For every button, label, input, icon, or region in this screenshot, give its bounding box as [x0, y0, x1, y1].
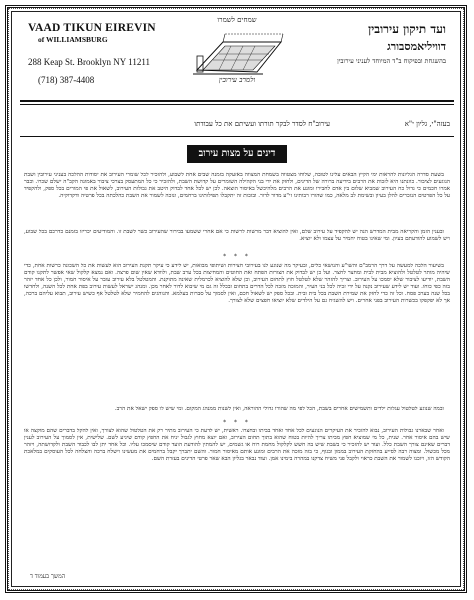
emblem-top-caption: שמחים לשמרו	[217, 16, 257, 24]
org-header-hebrew	[266, 22, 446, 65]
paragraph-text: ובמה שנוגע לטלטול עגלות ילדים ותשמישים אחרים בשבת, הכל לפי מה שהורו גדולי ההוראה, ואין לשנות ממנהג המקום. ומי שיש לו ספק ישאל את הרב.	[114, 406, 444, 412]
paragraph-text: בשעת סדרה הגליונות להראות ימי הקיץ הבאים עלינו לטובה, שלוחו מצטווה בשמחת המצווה באזעקה בזמנה שבים אחת לשבוע, ולהזכיר לכל שומרי העירוב את יסודות ההלכה בעניני עירובין ושבת הנוגעים לציבור. כוונתנו היא לזכות את הרבים בידיעה ברורה של הדינים, ולחזק את ידי בני הקהילה השומרים על קדושת השבת, ולהזכיר כי כל המתעסק בצרכי ציבור באמונה הקב"ה ישלם שכרו. וכבר אמרו חכמים כי גדול כח העירוב שמביא שלום בין אדם לחבירו ומונע את הרבים מלהיכשל באיסור הוצאה. לכן יש לכל אחד לבדוק היטב את גבולות העירוב, לשאול את פי המורים בכל ספק, ולהקפיד על כל הפרטים הנזכרים להלן בעיון ובשימת לב מלאה, כמו שהורו רבותינו זי"ע מדור לדור. ובזכות זה יתקבלו תפילותינו ברחמים, ונזכה לשמור את השבת כהלכתה בכל פרטיה ודקדוקיה.	[24, 172, 450, 199]
emblem-bottom-caption: ולמרב עירובין	[218, 76, 256, 84]
org-address: 288 Keap St. Brooklyn NY 11211	[28, 57, 150, 67]
article-title: דינים על מצות עירוב	[187, 145, 287, 163]
paragraph-text: בשיעור הלכה למעשה על דרך הרמב"ם והשו"ע והנושאי כלים, ובעיקר מה שנוגע לנו בעירובי חצירות ושיתופי מבואות, יש לידע כי עיקר תקנת העירוב הוא לעשות את כל השכונה כרשות אחת, כדי שיהיה מותר לטלטל ולהוציא מבית לבית ומחצר לחצר. ועל כן יש לבדוק את הצורות הפתח ואת החוטים והמחיצות בכל ערב שבת, ולוודא שאין שום פרצה. ואם נמצא קלקול שאי אפשר לתקנו קודם השבת, יודיעו לציבור שלא יסמכו על העירוב. וצריך להזהר שלא לטלטל חוץ לתחום העירוב, וכן שלא להוציא לכרמלית שאינה מתוקנת. והמטלטל בלא עירוב עובר על איסור חמור, ולכן כל אחד יזהר בזה כפי כוחו. ועוד יש לידע שעירוב נקנה על ידי זכיה לכל בני העיר, והמזכה מזכה לכל הדרים בתחום ובכלל זה גם מי שיבוא לדור לאחר מכן. ומנהג ישראל לעשות עירוב בפת אחת לכל השנה, ולחדשו בכל שנה בערב פסח. וכל זה כדי לחזק את שמירת השבת בכל בית ובית. ובכל ספק יש לשאול חכם, ואין לסמוך על סברות בעלמא. והנוהגים להחמיר שלא לטלטל אף כשיש עירוב, תבוא עליהם ברכה, אך לא יפקפקו בכשרות העירוב בפני אחרים. ויש להשגיח גם על הילדים שלא יוציאו חפצים שלא לצורך.	[24, 263, 450, 304]
header-divider-thin	[20, 104, 454, 105]
paragraph-intro	[24, 172, 450, 227]
org-header-english	[28, 22, 178, 85]
dateline-divider	[20, 136, 454, 137]
section-separator: * * *	[223, 419, 251, 426]
header-divider	[20, 100, 454, 102]
paragraph-summary	[24, 428, 450, 570]
paragraph-notice	[24, 229, 450, 250]
paragraph-text: ובענין הזמן והקריאה מבית המדרש הנה יש להקפיד על עירוב שלם, ואין להוציא דבר מרשות לרשות כי אם אחרי ששמעו בבירור שהעירוב כשר לשבת זו. והמודיעים יכריזו בזמנם כדרכם בכל שבוע, ויש לשמוע להודעתם בעיון. ומי שאינו בטוח יחמיר על עצמו ולא יוציא.	[24, 229, 450, 242]
paragraph-laws	[24, 263, 450, 402]
org-phone: (718) 387-4408	[38, 75, 95, 85]
org-name-english: VAAD TIKUN EIREVIN	[28, 22, 156, 34]
org-tagline-hebrew: בהשגחת ובפיקוח ב"ד המיוחד לעניני עירובין	[337, 57, 446, 65]
org-subtitle-english: of WILLIAMSBURG	[38, 35, 108, 44]
issue-dateline	[24, 120, 450, 132]
paragraph-text: ואחר שבארנו גבולות העירוב, נבוא להזכיר את העיקרים הנוגעים לכל אחד ואחד בביתו ובחצרו. ראשית, יש לדעת כי העירוב מתיר רק את הטלטול שהוא לצורך, ואין להקל בדברים שהם מוקצה או שיש בהם איסור אחר. שנית, כל מי שמוציא חפץ מביתו צריך להיות בטוח שהוא בתוך תחום העירוב, ואם יוצא מחוץ לגבול יניח את החפץ קודם שיגיע לשם. שלישית, אין לסמוך על העירוב לענין דברים שאינם צורך השבת כלל. ועוד יש להזכיר כי בשבת שיש בה חשש לקלקול מחמת רוח או גשמים, יש להמתין להודעת הועד קודם שיסמכו עליו. וכל אחד יתן לבו לכבוד השבת ולקדושתה, ויזהר מכל מכשול. ומצוה רבה לסייע בהחזקת העירוב בממון ובגוף, כי בזה מזכה את הרבים ומונע אותם מאיסור חמור. והשם יתברך יקבל ברחמים את מעשינו וישלח ברכה והצלחה לכל העוסקים במלאכת הקודש הזו, ויזכנו לשמור את השבת כראוי ולקבל פני משיח צדקנו במהרה בימינו אמן. ועוד נבאר בגליון הבא שאר פרטי הדינים בעזרת השם.	[24, 428, 450, 462]
parsha-line: עירוב"ח לסדר לבקר תורתו ועשיתם את כל עבודתו	[194, 120, 330, 128]
org-city-hebrew: דוויליאמסבורג	[387, 40, 446, 53]
section-separator: * * *	[223, 253, 251, 260]
continued-note: המשך בעמוד ד	[30, 573, 66, 580]
issue-number: בעזה"י, גליון י"א	[404, 120, 450, 128]
org-name-hebrew: ועד תיקון עירובין	[368, 22, 446, 36]
